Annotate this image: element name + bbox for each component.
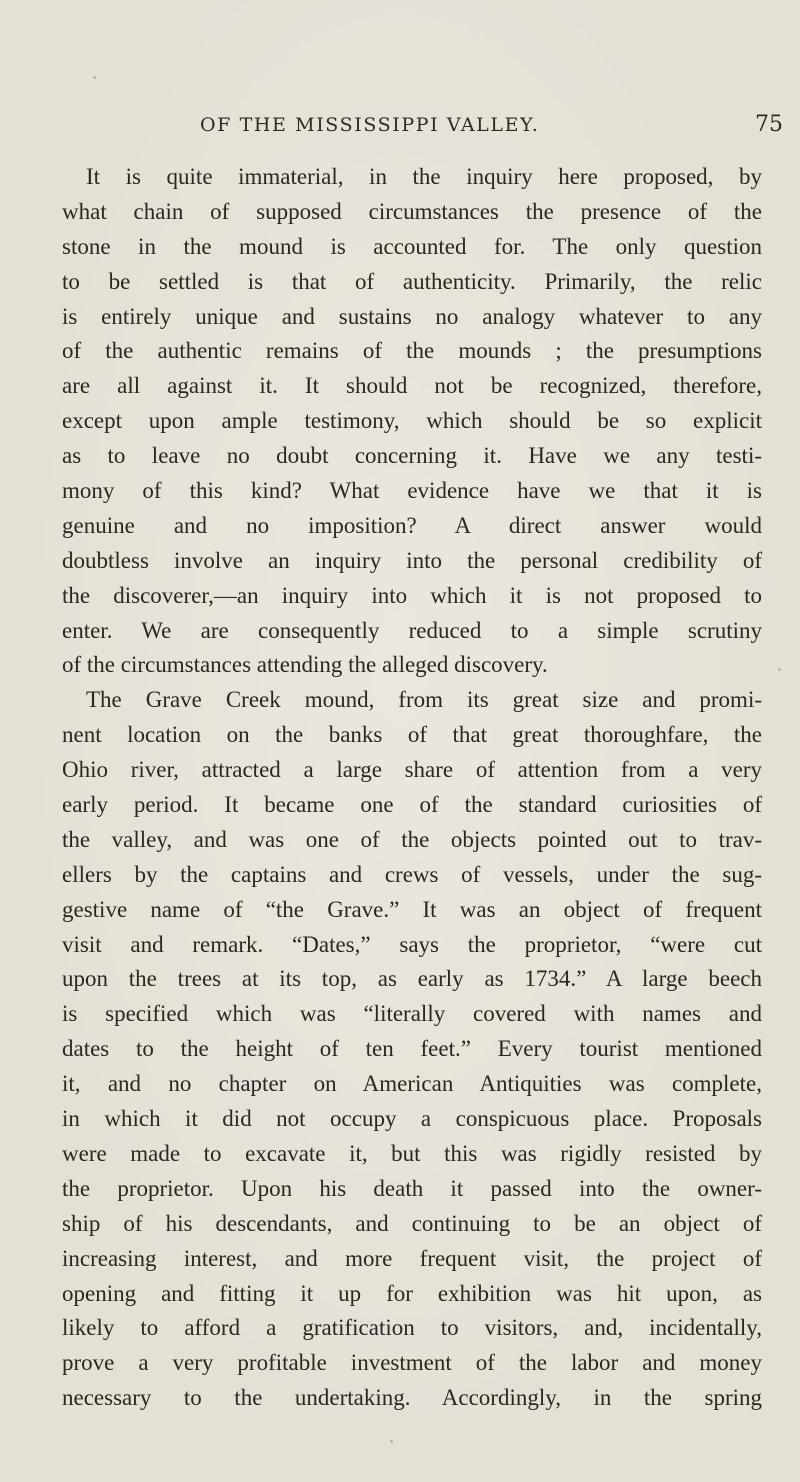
paper-speck xyxy=(93,76,96,79)
text-line: dates to the height of ten feet.” Every tourist mentioned xyxy=(62,1036,762,1062)
text-line: Ohio river, attracted a large share of attention from a very xyxy=(62,757,762,783)
text-line: is entirely unique and sustains no analogy whatever to any xyxy=(62,303,762,329)
text-line: prove a very profitable investment of the labor and money xyxy=(62,1350,762,1376)
text-line: increasing interest, and more frequent visit, the project of xyxy=(62,1245,762,1271)
text-line: opening and fitting it up for exhibition was hit upon, as xyxy=(62,1280,762,1306)
text-line: what chain of supposed circumstances the presence of the xyxy=(62,198,762,224)
text-line: as to leave no doubt concerning it. Have we any testi- xyxy=(62,443,762,469)
text-line: gestive name of “the Grave.” It was an object of frequent xyxy=(62,896,762,922)
body-text xyxy=(62,160,762,1416)
text-line: the valley, and was one of the objects pointed out to trav- xyxy=(62,826,762,852)
text-line: is specified which was “literally covered with names and xyxy=(62,1001,762,1027)
text-line: the discoverer,—an inquiry into which it is not proposed to xyxy=(62,582,762,608)
text-line: The Grave Creek mound, from its great size and promi- xyxy=(86,687,762,713)
text-line: mony of this kind? What evidence have we that it is xyxy=(62,478,762,504)
text-line: in which it did not occupy a conspicuous place. Proposals xyxy=(62,1106,762,1132)
text-line: visit and remark. “Dates,” says the proprietor, “were cut xyxy=(62,931,762,957)
text-line: likely to afford a gratification to visitors, and, incidentally, xyxy=(62,1315,762,1341)
text-line: are all against it. It should not be recognized, therefore, xyxy=(62,373,762,399)
text-line: nent location on the banks of that great thoroughfare, the xyxy=(62,722,762,748)
text-line: to be settled is that of authenticity. Primarily, the relic xyxy=(62,268,762,294)
text-line: necessary to the undertaking. Accordingly, in the spring xyxy=(62,1385,762,1411)
text-line: it, and no chapter on American Antiquities was complete, xyxy=(62,1071,762,1097)
page-header xyxy=(200,114,800,144)
running-head: OF THE MISSISSIPPI VALLEY. xyxy=(200,114,540,136)
text-line: ship of his descendants, and continuing to be an object of xyxy=(62,1210,762,1236)
text-line: stone in the mound is accounted for. The only question xyxy=(62,233,762,259)
text-line: doubtless involve an inquiry into the personal credibility of xyxy=(62,547,762,573)
text-line: of the authentic remains of the mounds ; the presumptions xyxy=(62,338,762,364)
paper-speck xyxy=(778,668,781,671)
text-line: It is quite immaterial, in the inquiry here proposed, by xyxy=(86,164,762,189)
page-number: 75 xyxy=(755,112,783,137)
text-line: the proprietor. Upon his death it passed into the owner- xyxy=(62,1175,762,1201)
text-line: upon the trees at its top, as early as 1734.” A large beech xyxy=(62,966,762,992)
text-line: enter. We are consequently reduced to a simple scrutiny xyxy=(62,617,762,643)
text-line: early period. It became one of the standard curiosities of xyxy=(62,792,762,818)
text-line: ellers by the captains and crews of vessels, under the sug- xyxy=(62,861,762,887)
text-line: except upon ample testimony, which should be so explicit xyxy=(62,408,762,434)
paper-speck xyxy=(390,1440,393,1443)
text-line: of the circumstances attending the alleged discovery. xyxy=(62,652,548,678)
text-line: were made to excavate it, but this was rigidly resisted by xyxy=(62,1140,762,1166)
text-line: genuine and no imposition? A direct answer would xyxy=(62,512,762,538)
